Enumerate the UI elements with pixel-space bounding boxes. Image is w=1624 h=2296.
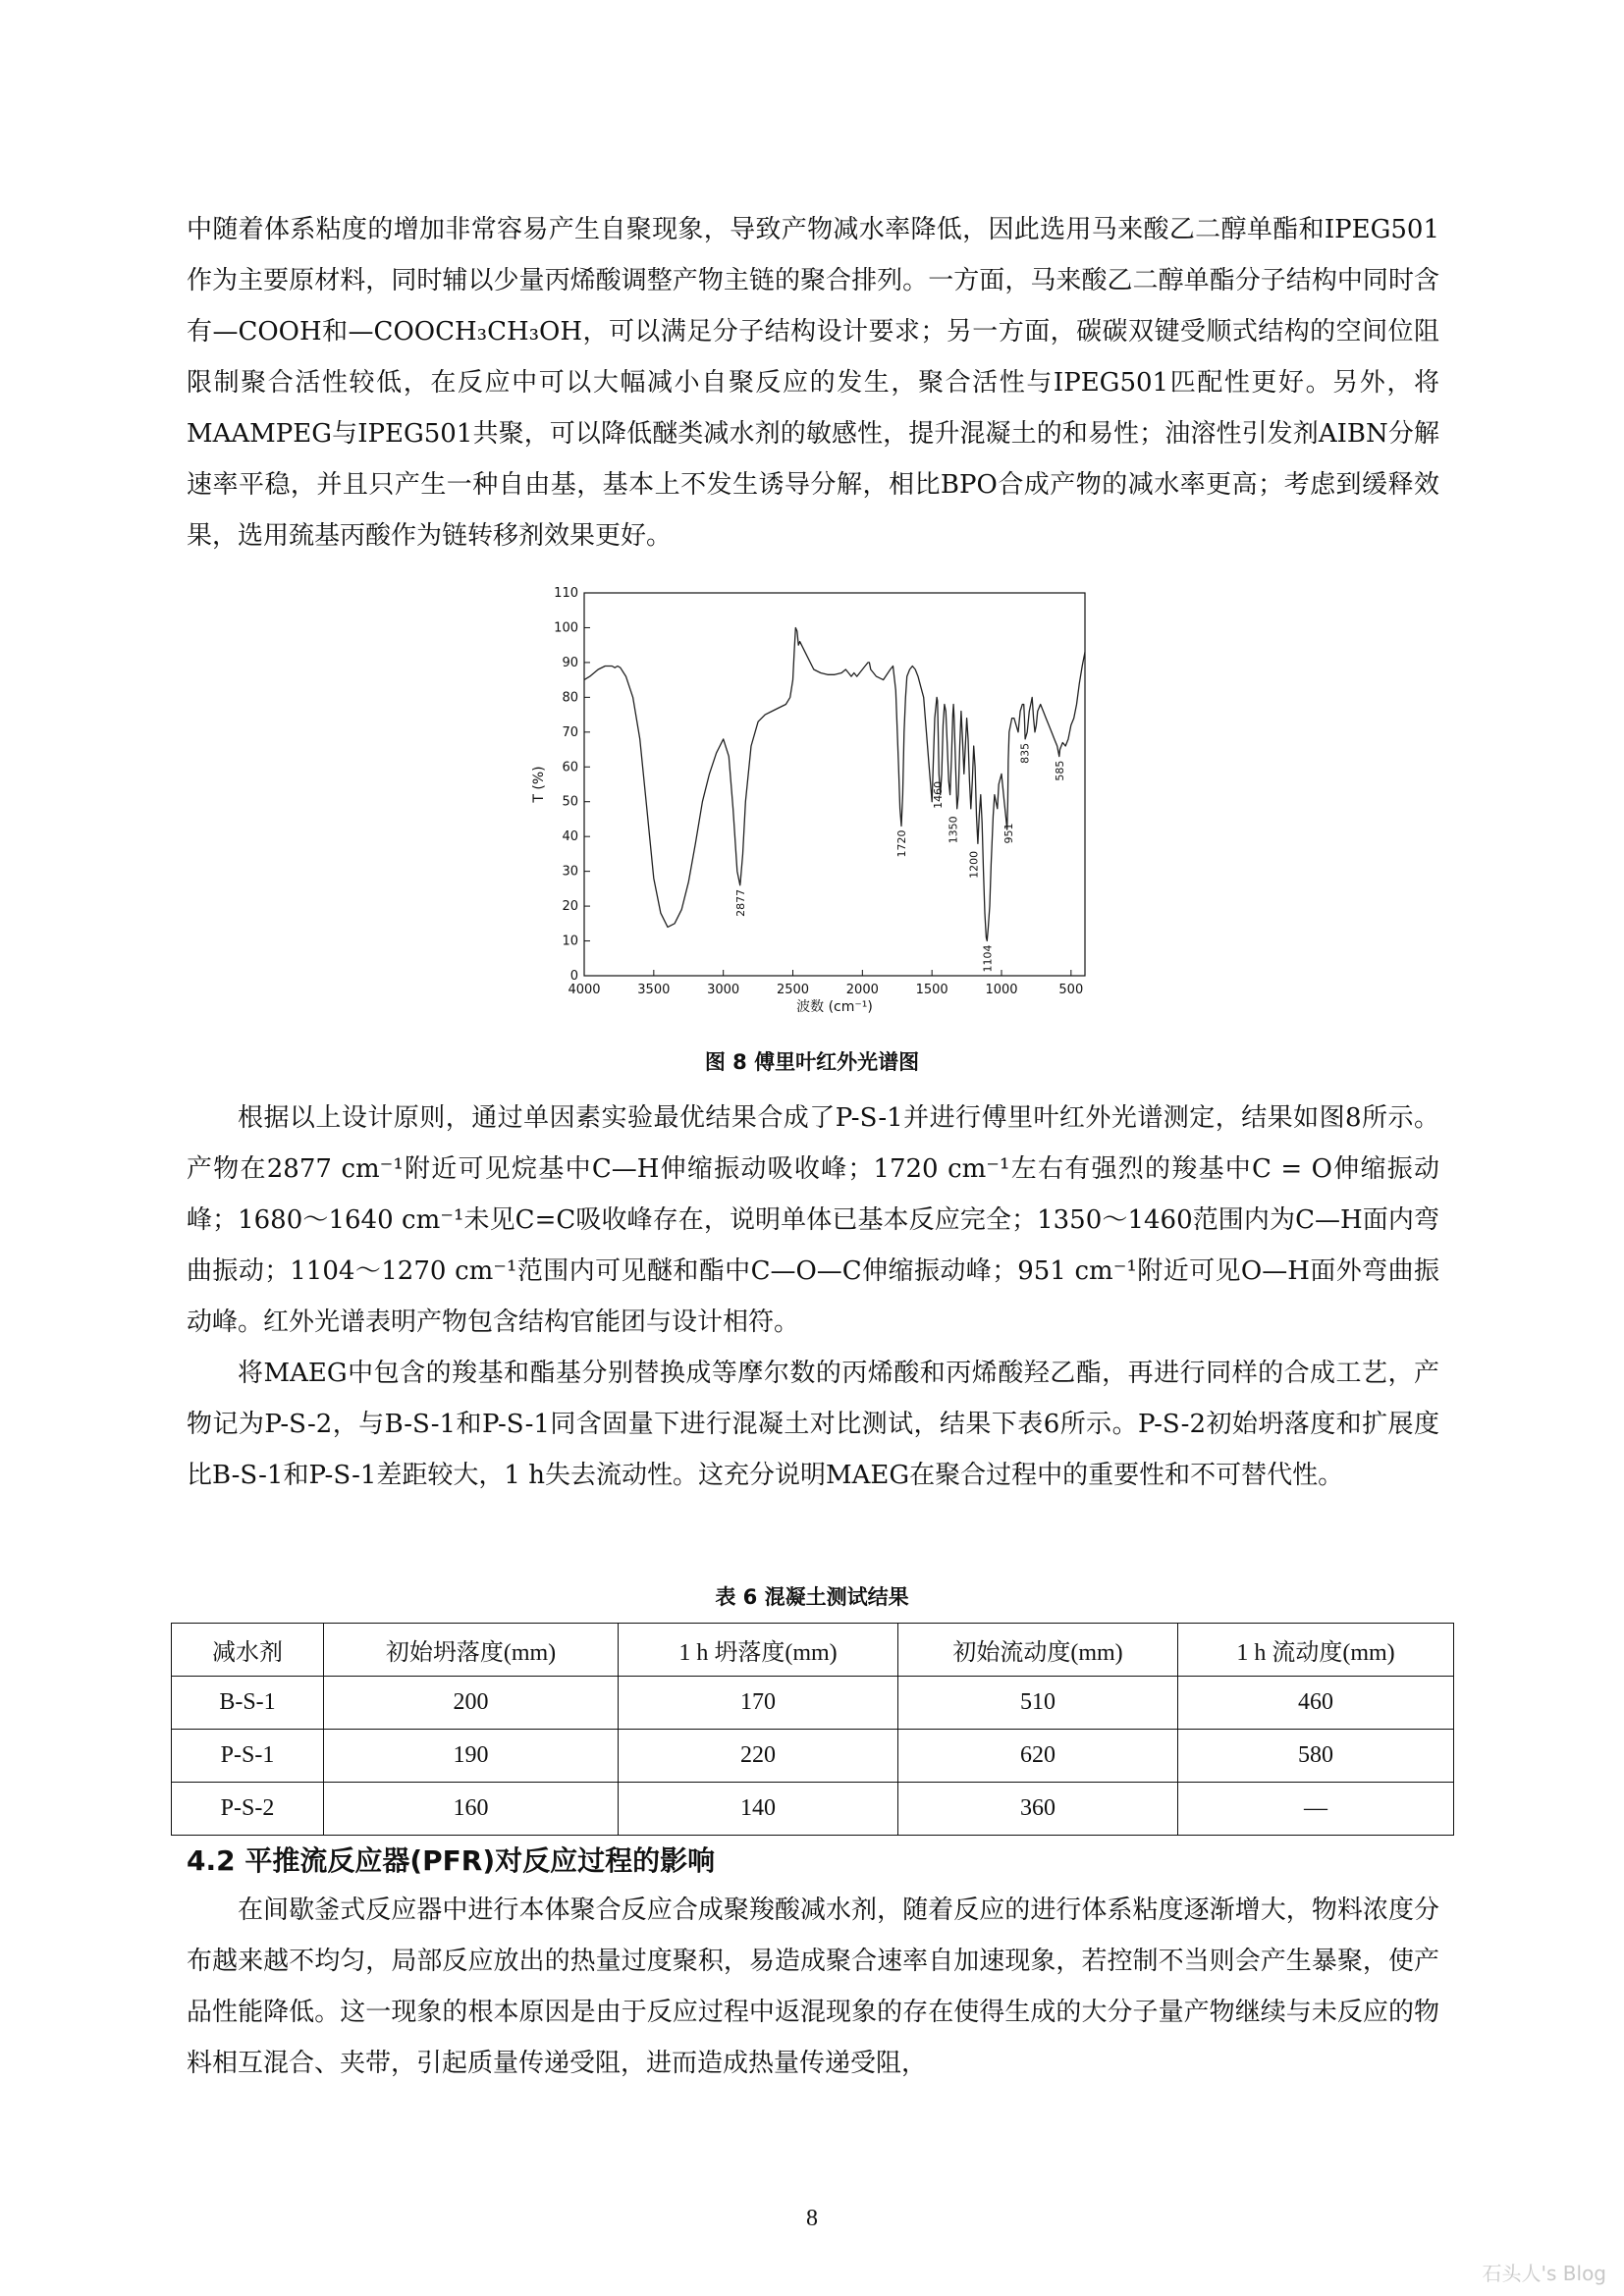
- table-cell: 510: [898, 1677, 1178, 1730]
- y-tick-label: 60: [562, 760, 578, 775]
- table-header: 1 h 坍落度(mm): [619, 1624, 898, 1677]
- x-tick-label: 2000: [845, 983, 879, 997]
- x-tick-label: 4000: [568, 983, 601, 997]
- y-tick-label: 0: [569, 969, 578, 984]
- y-tick-label: 50: [562, 794, 578, 810]
- peak-label: 1720: [895, 829, 908, 858]
- figure-caption: 图 8 傅里叶红外光谱图: [704, 1050, 920, 1074]
- paragraph-2: 根据以上设计原则，通过单因素实验最优结果合成了P-S-1并进行傅里叶红外光谱测定，结果如图8所示。产物在2877 cm⁻¹附近可见烷基中C—H伸缩振动吸收峰；1720 cm⁻¹左右有强烈的羧基中C = O伸缩振动峰；1680～1640 cm⁻¹未见C=C吸收峰存在，说明单体已基本反应完全；1350～1460范围内为C—H面内弯曲振动；1104～1270 cm⁻¹范围内可见醚和酯中C—O—C伸缩振动峰；951 cm⁻¹附近可见O—H面外弯曲振动峰。红外光谱表明产物包含结构官能团与设计相符。: [187, 1103, 1439, 1337]
- table-cell: 220: [619, 1730, 898, 1783]
- table-caption: 表 6 混凝土测试结果: [715, 1585, 909, 1609]
- peak-label: 1104: [981, 944, 995, 973]
- y-tick-label: 40: [562, 829, 578, 845]
- section-heading: 4.2 平推流反应器(PFR)对反应过程的影响: [187, 1844, 716, 1877]
- table-cell: 620: [898, 1730, 1178, 1783]
- y-tick-label: 90: [562, 655, 578, 670]
- table-cell: 580: [1178, 1730, 1454, 1783]
- peak-label: 1460: [931, 780, 945, 809]
- peak-label: 1200: [967, 850, 981, 879]
- results-table: [171, 1623, 1454, 1836]
- peak-label: 1350: [947, 816, 960, 844]
- paragraph-4: 在间歇釜式反应器中进行本体聚合反应合成聚羧酸减水剂，随着反应的进行体系粘度逐渐增大，物料浓度分布越来越不均匀，局部反应放出的热量过度聚积，易造成聚合速率自加速现象，若控制不当则会产生暴聚，使产品性能降低。这一现象的根本原因是由于反应过程中返混现象的存在使得生成的大分子量产物继续与未反应的物料相互混合、夹带，引起质量传递受阻，进而造成热量传递受阻，: [187, 1896, 1439, 2078]
- y-tick-label: 110: [554, 586, 578, 601]
- table-row: [172, 1677, 1454, 1730]
- x-tick-label: 2500: [776, 983, 810, 997]
- table-row: [172, 1783, 1454, 1836]
- table-header-row: [172, 1624, 1454, 1677]
- table-row: [172, 1730, 1454, 1783]
- paragraph-3: 将MAEG中包含的羧基和酯基分别替换成等摩尔数的丙烯酸和丙烯酸羟乙酯，再进行同样的合成工艺，产物记为P-S-2，与B-S-1和P-S-1同含固量下进行混凝土对比测试，结果下表6所示。P-S-2初始坍落度和扩展度比B-S-1和P-S-1差距较大，1 h失去流动性。这充分说明MAEG在聚合过程中的重要性和不可替代性。: [187, 1359, 1439, 1490]
- y-tick-label: 30: [562, 864, 578, 880]
- table-cell: B-S-1: [172, 1677, 324, 1730]
- table-header: 减水剂: [172, 1624, 324, 1677]
- y-tick-label: 10: [562, 934, 578, 949]
- plot-frame: [584, 593, 1085, 976]
- spectrum-line: [584, 628, 1085, 941]
- x-tick-label: 500: [1058, 983, 1084, 997]
- corner-mark: 石头人's Blog: [1482, 2262, 1606, 2285]
- y-axis-label: T (%): [531, 766, 547, 803]
- page-number: 8: [806, 2206, 818, 2231]
- table-cell: P-S-2: [172, 1783, 324, 1836]
- table-header: 1 h 流动度(mm): [1178, 1624, 1454, 1677]
- table-cell: —: [1178, 1783, 1454, 1836]
- table-header: 初始坍落度(mm): [324, 1624, 619, 1677]
- y-tick-label: 20: [562, 899, 578, 915]
- table-cell: 200: [324, 1677, 619, 1730]
- table-cell: 170: [619, 1677, 898, 1730]
- peak-label: 585: [1053, 760, 1066, 781]
- peak-label: 951: [1001, 823, 1015, 844]
- x-tick-label: 3000: [707, 983, 740, 997]
- x-tick-label: 1000: [985, 983, 1018, 997]
- table-cell: 160: [324, 1783, 619, 1836]
- y-tick-label: 80: [562, 690, 578, 706]
- peak-label: 835: [1018, 742, 1032, 764]
- table-cell: 360: [898, 1783, 1178, 1836]
- table-header: 初始流动度(mm): [898, 1624, 1178, 1677]
- y-tick-label: 100: [554, 620, 578, 636]
- y-tick-label: 70: [562, 724, 578, 740]
- table-cell: 460: [1178, 1677, 1454, 1730]
- x-tick-label: 3500: [637, 983, 671, 997]
- peak-label: 2877: [734, 888, 748, 917]
- table-cell: P-S-1: [172, 1730, 324, 1783]
- x-axis-label: 波数 (cm⁻¹): [796, 999, 873, 1015]
- x-tick-label: 1500: [915, 983, 948, 997]
- paragraph-1: 中随着体系粘度的增加非常容易产生自聚现象，导致产物减水率降低，因此选用马来酸乙二醇单酯和IPEG501作为主要原材料，同时辅以少量丙烯酸调整产物主链的聚合排列。一方面，马来酸乙二醇单酯分子结构中同时含有—COOH和—COOCH₃CH₃OH，可以满足分子结构设计要求；另一方面，碳碳双键受顺式结构的空间位阻限制聚合活性较低，在反应中可以大幅减小自聚反应的发生，聚合活性与IPEG501匹配性更好。另外，将MAAMPEG与IPEG501共聚，可以降低醚类减水剂的敏感性，提升混凝土的和易性；油溶性引发剂AIBN分解速率平稳，并且只产生一种自由基，基本上不发生诱导分解，相比BPO合成产物的减水率更高；考虑到缓释效果，选用巯基丙酸作为链转移剂效果更好。: [187, 215, 1439, 551]
- table-cell: 140: [619, 1783, 898, 1836]
- ftir-spectrum-chart: [525, 579, 1105, 1031]
- table-cell: 190: [324, 1730, 619, 1783]
